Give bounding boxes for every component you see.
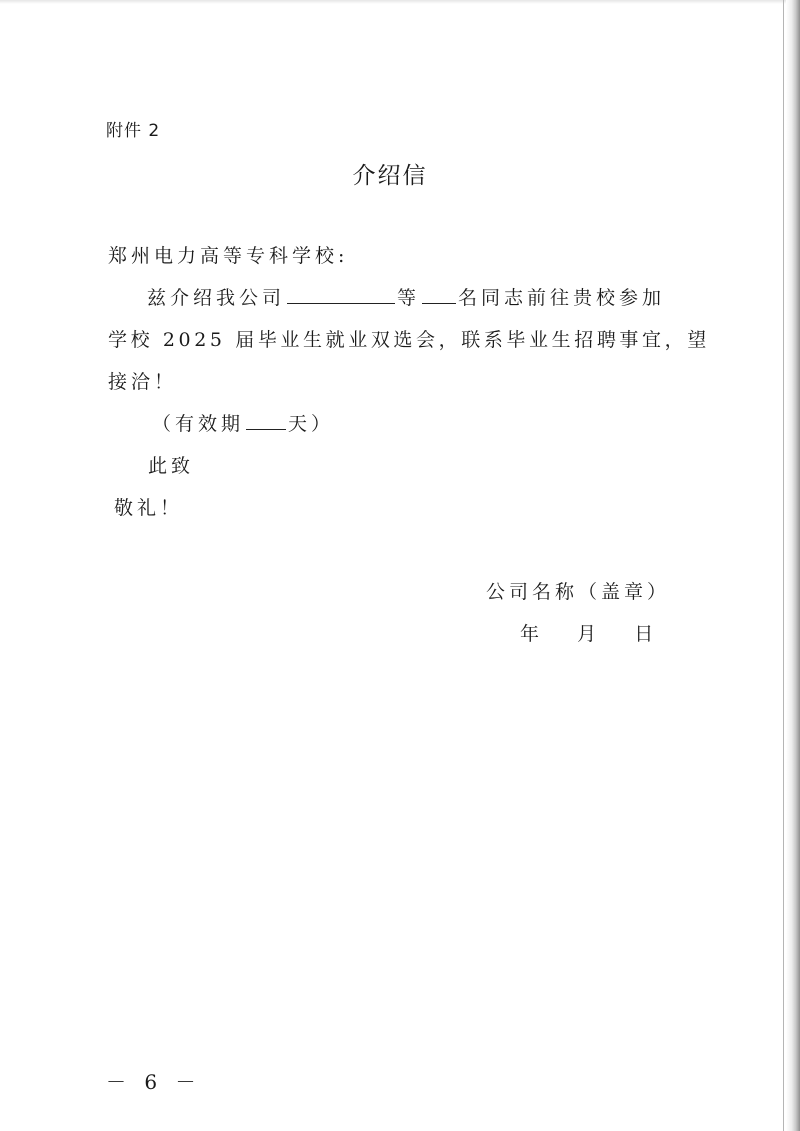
body-paragraph-line-3: 接洽！	[108, 371, 178, 393]
body-line1-mid: 等	[397, 287, 421, 309]
scan-edge-top	[0, 0, 786, 4]
closing-line-2: 敬礼！	[114, 497, 184, 519]
days-blank-field[interactable]	[246, 411, 286, 430]
validity-line	[152, 411, 334, 437]
signature-date: 年 月 日	[520, 623, 659, 645]
body-paragraph-line-1	[147, 285, 665, 311]
attachment-label: 附件 2	[106, 121, 161, 141]
company-name-seal: 公司名称（盖章）	[486, 581, 671, 603]
document-title: 介绍信	[352, 163, 428, 189]
closing-line-1: 此致	[148, 455, 195, 477]
scan-edge-right	[786, 0, 800, 1131]
count-blank-field[interactable]	[422, 285, 456, 304]
body-paragraph-line-2: 学校 2025 届毕业生就业双选会，联系毕业生招聘事宜，望	[108, 329, 710, 351]
scan-line	[783, 0, 784, 1131]
body-line1-start: 兹介绍我公司	[147, 287, 286, 309]
page-number: － 6 －	[106, 1070, 202, 1094]
company-blank-field[interactable]	[287, 285, 395, 304]
validity-prefix: （有效期	[152, 413, 245, 435]
body-line1-end: 名同志前往贵校参加	[458, 287, 666, 309]
salutation: 郑州电力高等专科学校:	[108, 245, 349, 267]
validity-suffix: 天）	[288, 413, 335, 435]
